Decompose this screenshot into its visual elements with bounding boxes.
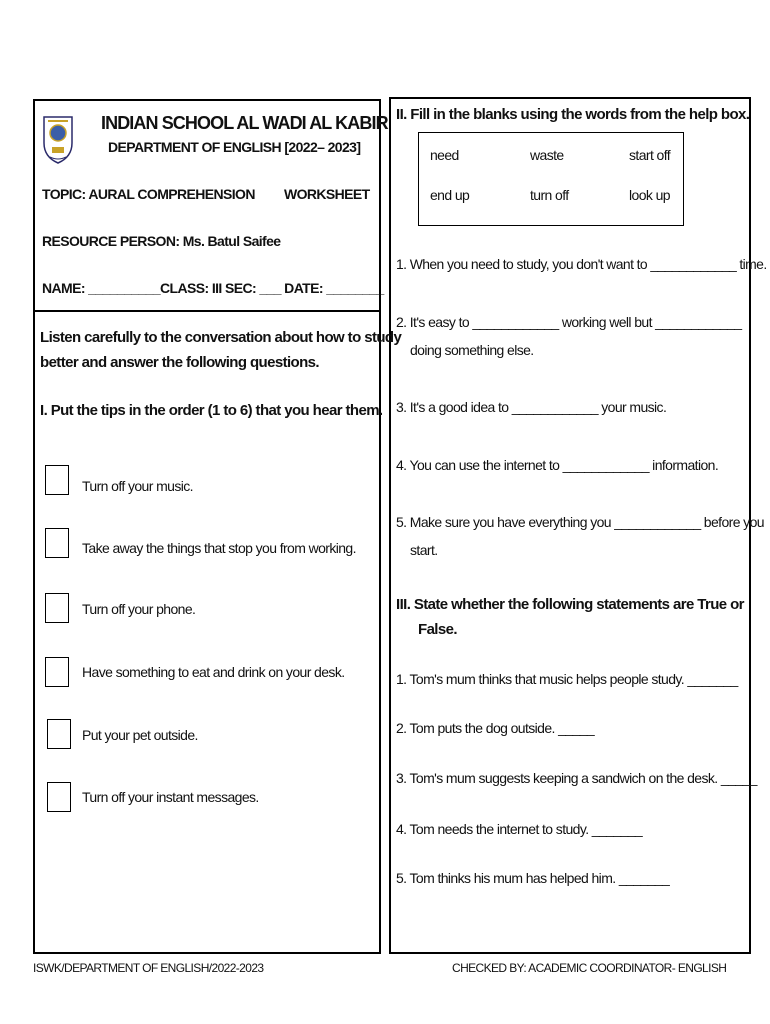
tip-item: Take away the things that stop you from working. [82,540,356,556]
order-box[interactable] [45,657,69,687]
help-word: waste [530,147,564,163]
order-box[interactable] [45,465,69,495]
true-false-item: 1. Tom's mum thinks that music helps people study. _______ [396,671,738,687]
fill-blank-item: 2. It's easy to ____________ working well but ____________ [396,314,742,330]
instructions-line-1: Listen carefully to the conversation about how to study [40,329,402,346]
true-false-item: 4. Tom needs the internet to study. _______ [396,821,643,837]
department-line: DEPARTMENT OF ENGLISH [2022– 2023] [108,139,361,155]
fill-blank-item: start. [410,542,438,558]
true-false-item: 3. Tom's mum suggests keeping a sandwich on the desk. _____ [396,770,757,786]
tip-item: Put your pet outside. [82,727,198,743]
resource-person: RESOURCE PERSON: Ms. Batul Saifee [42,233,281,249]
help-word: look up [629,187,670,203]
fill-blank-item: 5. Make sure you have everything you ____________ before you [396,514,764,530]
true-false-item: 5. Tom thinks his mum has helped him. _______ [396,870,670,886]
left-panel-frame [33,99,381,954]
order-box[interactable] [47,719,71,749]
section-1-title: I. Put the tips in the order (1 to 6) that you hear them. [40,402,383,419]
help-word: need [430,147,459,163]
help-word: start off [629,147,671,163]
fill-blank-item: doing something else. [410,342,534,358]
tip-item: Turn off your instant messages. [82,789,259,805]
section-3-title-cont: False. [418,621,457,638]
section-3-title: III. State whether the following statements are True or [396,596,744,613]
section-2-title: II. Fill in the blanks using the words from the help box. [396,106,750,123]
fill-blank-item: 4. You can use the internet to ____________ information. [396,457,719,473]
student-info-line: NAME: __________CLASS: III SEC: ___ DATE: ________ [42,280,384,296]
instructions-line-2: better and answer the following questions. [40,354,319,371]
help-word: turn off [530,187,569,203]
tip-item: Have something to eat and drink on your desk. [82,664,345,680]
school-crest-logo [40,113,76,165]
order-box[interactable] [45,593,69,623]
order-box[interactable] [45,528,69,558]
worksheet-label: WORKSHEET [284,186,370,202]
help-word: end up [430,187,470,203]
school-name: INDIAN SCHOOL AL WADI AL KABIR [101,113,388,133]
order-box[interactable] [47,782,71,812]
true-false-item: 2. Tom puts the dog outside. _____ [396,720,595,736]
topic-line: TOPIC: AURAL COMPREHENSION [42,186,255,202]
tip-item: Turn off your music. [82,478,193,494]
fill-blank-item: 3. It's a good idea to ____________ your music. [396,399,667,415]
fill-blank-item: 1. When you need to study, you don't want to ____________ time. [396,256,767,272]
tip-item: Turn off your phone. [82,601,196,617]
footer-right: CHECKED BY: ACADEMIC COORDINATOR- ENGLISH [452,961,727,975]
footer-left: ISWK/DEPARTMENT OF ENGLISH/2022-2023 [33,961,264,975]
header-divider [35,310,379,312]
